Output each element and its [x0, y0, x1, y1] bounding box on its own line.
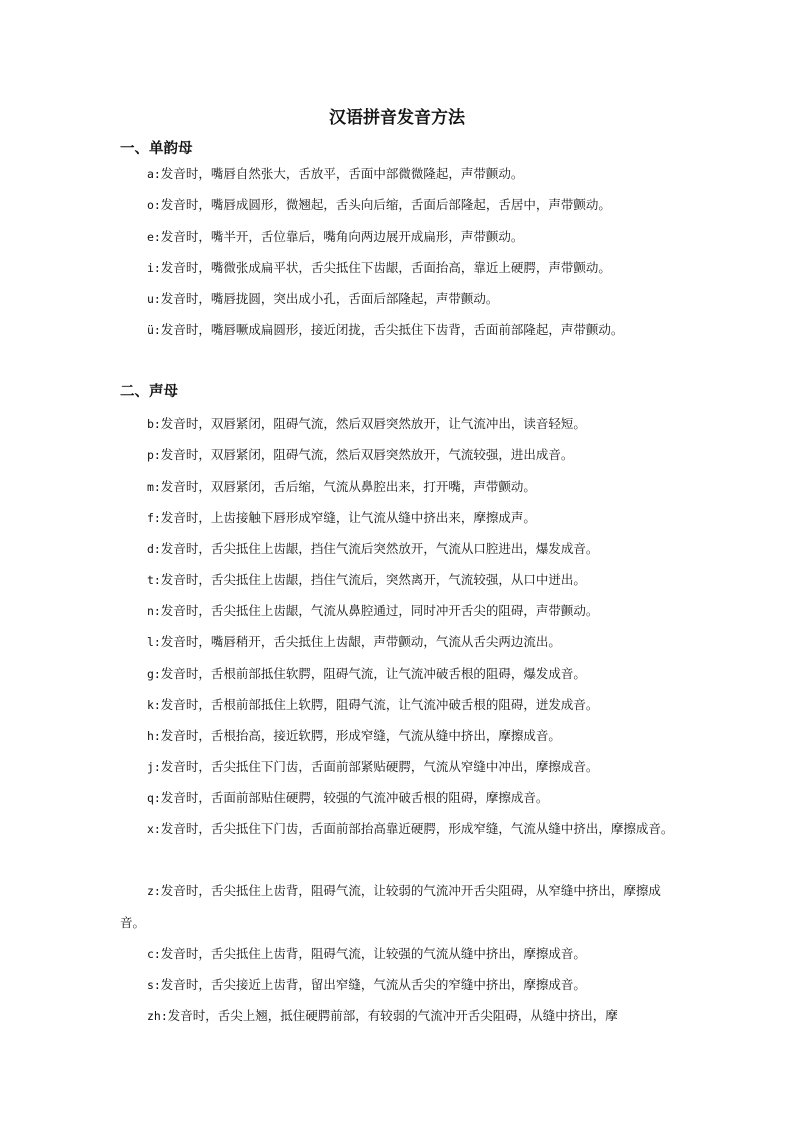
final-entry-u	[120, 283, 680, 315]
entry-key: j:	[147, 760, 161, 774]
final-entry-u-umlaut	[120, 314, 680, 346]
entry-text: 发音时，嘴唇稍开，舌尖抵住上齿龈，声带颤动，气流从舌尖两边流出。	[160, 634, 561, 649]
entry-key: e:	[147, 230, 161, 244]
entry-key: l:	[147, 635, 161, 649]
initial-entry-c	[120, 938, 680, 970]
entry-text: 发音时，上齿接触下唇形成窄缝，让气流从缝中挤出来，摩擦成声。	[160, 510, 536, 525]
entry-text: 发音时，舌根抬高，接近软腭，形成窄缝，气流从缝中挤出，摩擦成音。	[160, 728, 561, 743]
entry-text: 发音时，嘴唇自然张大，舌放平，舌面中部微微隆起，声带颤动。	[160, 166, 524, 181]
entry-text: 发音时，舌尖抵住上齿背，阻碍气流，让较弱的气流冲开舌尖阻碍，从窄缝中挤出，摩擦成音。	[120, 883, 661, 930]
entry-text: 发音时，舌根前部抵住软腭，阻碍气流，让气流冲破舌根的阻碍，爆发成音。	[160, 666, 586, 681]
entry-text: 发音时，嘴半开，舌位靠后，嘴角向两边展开成扁形，声带颤动。	[160, 229, 524, 244]
initial-entry-m	[120, 471, 680, 503]
initial-entry-d	[120, 533, 680, 565]
entry-key: d:	[147, 542, 161, 556]
entry-key: f:	[147, 511, 161, 525]
entry-text: 发音时，舌面前部贴住硬腭，较强的气流冲破舌根的阻碍，摩擦成音。	[160, 790, 549, 805]
entry-text: 发音时，嘴唇拢圆，突出成小孔，舌面后部隆起，声带颤动。	[160, 291, 499, 306]
entry-key: o:	[147, 198, 161, 212]
initial-entry-s	[120, 969, 680, 1001]
entry-key: t:	[147, 573, 161, 587]
entry-text: 发音时，舌尖抵住下门齿，舌面前部紧贴硬腭，气流从窄缝中冲出，摩擦成音。	[160, 759, 599, 774]
entry-key: n:	[147, 604, 161, 618]
entry-key: m:	[147, 480, 161, 494]
initial-entry-g	[120, 658, 680, 690]
initial-entry-q	[120, 782, 680, 814]
entry-text: 发音时，舌尖抵住上齿背，阻碍气流，让较强的气流从缝中挤出，摩擦成音。	[160, 946, 586, 961]
document-title: 汉语拼音发音方法	[329, 108, 465, 128]
entry-text: 发音时，舌尖接近上齿背，留出窄缝，气流从舌尖的窄缝中挤出，摩擦成音。	[160, 977, 586, 992]
final-entry-a	[120, 158, 680, 190]
entry-text: 发音时，舌尖抵住上齿龈，气流从鼻腔通过，同时冲开舌尖的阻碍，声带颤动。	[160, 603, 599, 618]
entry-text: 发音时，嘴唇噘成扁圆形，接近闭拢，舌尖抵住下齿背，舌面前部隆起，声带颤动。	[160, 322, 624, 337]
final-entry-e	[120, 221, 680, 253]
entry-key: ü:	[147, 323, 161, 337]
section-heading-initials: 二、声母	[120, 383, 178, 400]
initial-entry-t	[120, 564, 680, 596]
initial-entry-f	[120, 502, 680, 534]
entry-key: p:	[147, 448, 161, 462]
initial-entry-h	[120, 720, 680, 752]
entry-key: k:	[147, 698, 161, 712]
entry-key: i:	[147, 261, 161, 275]
initial-entry-zh	[120, 1000, 680, 1032]
section-heading-single-finals: 一、单韵母	[120, 140, 193, 157]
initial-entry-p	[120, 439, 680, 471]
entry-text: 发音时，舌尖抵住上齿龈，挡住气流后，突然离开，气流较强，从口中迸出。	[160, 572, 586, 587]
initial-entry-b	[120, 408, 680, 440]
entry-text: 发音时，双唇紧闭，阻碍气流，然后双唇突然放开，让气流冲出，读音轻短。	[160, 416, 586, 431]
entry-key: a:	[147, 167, 161, 181]
entry-key: b:	[147, 417, 161, 431]
initial-entry-l	[120, 626, 680, 658]
entry-key: g:	[147, 667, 161, 681]
final-entry-i	[120, 252, 680, 284]
initial-entry-x	[120, 813, 680, 845]
initial-entry-k	[120, 689, 680, 721]
entry-key: c:	[147, 947, 161, 961]
final-entry-o	[120, 189, 680, 221]
entry-key: x:	[147, 822, 161, 836]
entry-text: 发音时，嘴唇成圆形，微翘起，舌头向后缩，舌面后部隆起，舌居中，声带颤动。	[160, 197, 611, 212]
entry-key: u:	[147, 292, 161, 306]
entry-text: 发音时，双唇紧闭，阻碍气流，然后双唇突然放开，气流较强，进出成音。	[160, 447, 574, 462]
entry-text: 发音时，舌尖上翘，抵住硬腭前部，有较弱的气流冲开舌尖阻碍，从缝中挤出，摩	[167, 1008, 618, 1023]
initial-entry-z	[120, 875, 680, 938]
entry-text: 发音时，舌尖抵住上齿龈，挡住气流后突然放开，气流从口腔进出，爆发成音。	[160, 541, 599, 556]
entry-key: z:	[147, 884, 161, 898]
entry-text: 发音时，嘴微张成扁平状，舌尖抵住下齿龈，舌面抬高，靠近上硬腭，声带颤动。	[160, 260, 611, 275]
initial-entry-n	[120, 595, 680, 627]
entry-key: q:	[147, 791, 161, 805]
initial-entry-j	[120, 751, 680, 783]
entry-text: 发音时，双唇紧闭，舌后缩，气流从鼻腔出来，打开嘴，声带颤动。	[160, 479, 536, 494]
entry-key: h:	[147, 729, 161, 743]
entry-text: 发音时，舌根前部抵住上软腭，阻碍气流，让气流冲破舌根的阻碍，迸发成音。	[160, 697, 599, 712]
entry-text: 发音时，舌尖抵住下门齿，舌面前部抬高靠近硬腭，形成窄缝，气流从缝中挤出，摩擦成音。	[160, 821, 674, 836]
entry-key: zh:	[147, 1009, 168, 1023]
entry-key: s:	[147, 978, 161, 992]
